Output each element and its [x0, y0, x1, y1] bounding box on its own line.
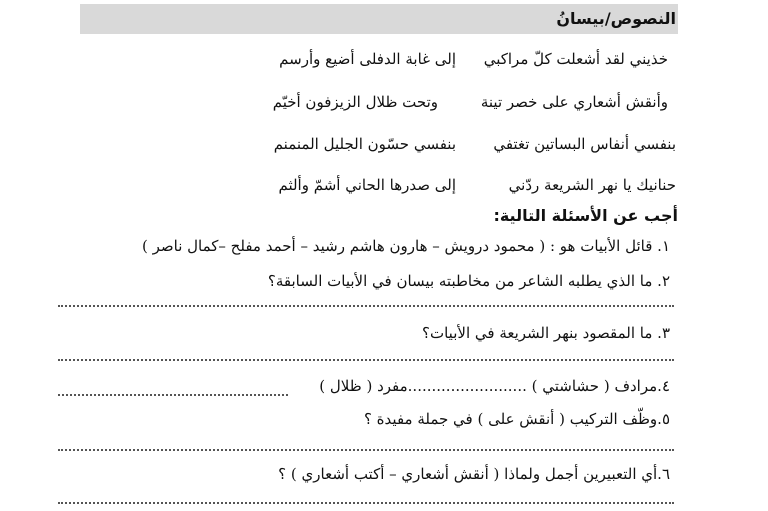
poem-line-4-first-hemistich: حنانيك يا نهر الشريعة ردّني [508, 176, 676, 194]
answer-line-3[interactable] [58, 359, 674, 361]
poem-line-2-second-hemistich: وتحت ظلال الزيزفون أخيّم [272, 93, 438, 111]
answer-line-6[interactable] [58, 502, 674, 504]
question-6: ٦.أي التعبيرين أجمل ولماذا ( أنقش أشعاري – أكتب أشعاري ) ؟ [278, 465, 670, 483]
poem-line-4-second-hemistich: إلى صدرها الحاني أشمّ وألثم [278, 176, 456, 194]
question-5: ٥.وظّف التركيب ( أنقش على ) في جملة مفيدة ؟ [363, 410, 670, 428]
poem-line-1-first-hemistich: خذيني لقد أشعلت كلّ مراكبي [483, 50, 668, 68]
answer-line-4[interactable] [58, 394, 288, 396]
question-3: ٣. ما المقصود بنهر الشريعة في الأبيات؟ [422, 324, 670, 342]
instructions-heading: أجب عن الأسئلة التالية: [493, 206, 678, 225]
page-title: النصوص/بيسانُ [556, 9, 676, 28]
answer-line-2[interactable] [58, 305, 674, 307]
answer-line-5[interactable] [58, 449, 674, 451]
question-1: ١. قائل الأبيات هو : ( محمود درويش – هارون هاشم رشيد – أحمد مفلح –كمال ناصر ) [141, 237, 670, 255]
poem-line-1-second-hemistich: إلى غابة الدفلى أضيع وأرسم [279, 50, 456, 68]
poem-line-3-first-hemistich: بنفسي أنفاس البساتين تغتفي [493, 135, 676, 153]
poem-line-2-first-hemistich: وأنقش أشعاري على خصر تينة [480, 93, 668, 111]
question-4: ٤.مرادف ( حشاشتي ) .........................مفرد ( ظلال ) [319, 377, 670, 395]
question-2: ٢. ما الذي يطلبه الشاعر من مخاطبته بيسان في الأبيات السابقة؟ [267, 272, 670, 290]
poem-line-3-second-hemistich: بنفسي حسّون الجليل المنمنم [273, 135, 456, 153]
